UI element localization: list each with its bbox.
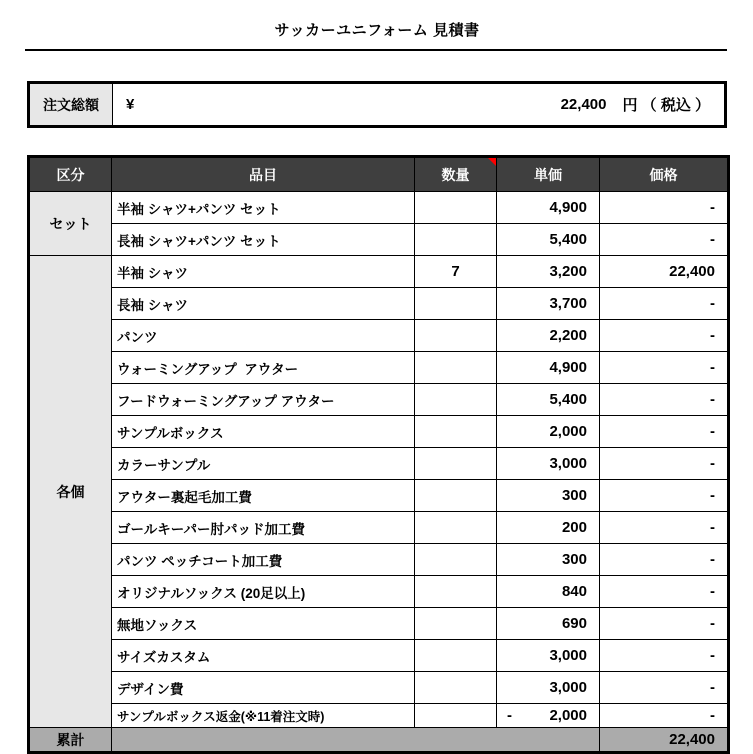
item-cell: パンツ ペッチコート加工費 — [112, 544, 415, 576]
item-cell: ウォーミングアップ アウター — [112, 352, 415, 384]
table-row — [29, 672, 729, 704]
order-total-suffix: 円 （ 税込 ） — [622, 97, 710, 114]
order-total-amount-group — [561, 94, 710, 115]
table-row — [29, 608, 729, 640]
quantity-cell — [415, 320, 497, 352]
quantity-cell — [415, 352, 497, 384]
item-cell: デザイン費 — [112, 672, 415, 704]
table-row — [29, 640, 729, 672]
col-header-unit-price: 単価 — [497, 157, 600, 192]
price-cell: - — [600, 224, 729, 256]
quantity-cell — [415, 704, 497, 728]
quantity-cell — [415, 640, 497, 672]
item-cell: 無地ソックス — [112, 608, 415, 640]
quantity-cell — [415, 544, 497, 576]
order-total-label: 注文総額 — [30, 84, 113, 125]
order-total-box — [27, 81, 727, 128]
unit-price-cell: 2,000 — [497, 416, 600, 448]
unit-price-cell: 300 — [497, 544, 600, 576]
unit-price-cell: 4,900 — [497, 352, 600, 384]
col-header-price: 価格 — [600, 157, 729, 192]
currency-symbol: ¥ — [126, 96, 135, 113]
comment-marker-icon[interactable] — [488, 158, 496, 166]
footer-total-cell: 22,400 — [600, 728, 729, 753]
unit-price-cell — [497, 704, 600, 728]
quantity-cell — [415, 384, 497, 416]
table-row — [29, 480, 729, 512]
price-cell: 22,400 — [600, 256, 729, 288]
item-cell: カラーサンプル — [112, 448, 415, 480]
quantity-cell — [415, 512, 497, 544]
price-cell: - — [600, 544, 729, 576]
price-cell: - — [600, 288, 729, 320]
quantity-cell — [415, 448, 497, 480]
unit-price-cell: 3,200 — [497, 256, 600, 288]
table-row — [29, 352, 729, 384]
item-cell: 長袖 シャツ — [112, 288, 415, 320]
table-footer-row — [29, 728, 729, 753]
unit-price-cell: 3,700 — [497, 288, 600, 320]
footer-label-cell: 累計 — [29, 728, 112, 753]
table-row — [29, 288, 729, 320]
order-total-amount: 22,400 — [560, 96, 607, 113]
table-row — [29, 576, 729, 608]
quantity-cell — [415, 192, 497, 224]
unit-price-cell: 300 — [497, 480, 600, 512]
price-cell: - — [600, 416, 729, 448]
price-cell: - — [600, 352, 729, 384]
unit-price-cell: 200 — [497, 512, 600, 544]
quantity-cell — [415, 416, 497, 448]
table-header-row — [29, 157, 729, 192]
price-cell: - — [600, 704, 729, 728]
quantity-cell — [415, 608, 497, 640]
unit-price-cell: 2,200 — [497, 320, 600, 352]
price-cell: - — [600, 320, 729, 352]
table-row — [29, 512, 729, 544]
quantity-cell: 7 — [415, 256, 497, 288]
footer-spacer-cell — [112, 728, 600, 753]
price-cell: - — [600, 192, 729, 224]
table-row — [29, 448, 729, 480]
item-cell: パンツ — [112, 320, 415, 352]
price-cell: - — [600, 672, 729, 704]
item-cell: ゴールキーパー肘パッド加工費 — [112, 512, 415, 544]
minus-sign: - — [507, 707, 512, 724]
group-cell-individual: 各個 — [29, 256, 112, 728]
item-cell: サンプルボックス — [112, 416, 415, 448]
unit-price-cell: 3,000 — [497, 448, 600, 480]
unit-price-cell: 5,400 — [497, 384, 600, 416]
col-header-quantity — [415, 157, 497, 192]
unit-price-value: 2,000 — [549, 707, 587, 724]
price-cell: - — [600, 608, 729, 640]
item-cell: フードウォーミングアップ アウター — [112, 384, 415, 416]
table-row — [29, 192, 729, 224]
quote-table — [27, 155, 730, 754]
quantity-cell — [415, 672, 497, 704]
price-cell: - — [600, 384, 729, 416]
table-row — [29, 384, 729, 416]
quote-table-body — [29, 192, 729, 728]
item-cell: 半袖 シャツ — [112, 256, 415, 288]
price-cell: - — [600, 512, 729, 544]
page-title: サッカーユニフォーム 見積書 — [274, 22, 480, 39]
table-row — [29, 320, 729, 352]
group-cell-set: セット — [29, 192, 112, 256]
order-total-value — [113, 84, 724, 125]
table-row — [29, 704, 729, 728]
table-row — [29, 544, 729, 576]
price-cell: - — [600, 576, 729, 608]
price-cell: - — [600, 480, 729, 512]
quantity-cell — [415, 480, 497, 512]
unit-price-cell: 3,000 — [497, 672, 600, 704]
table-row — [29, 224, 729, 256]
unit-price-cell: 5,400 — [497, 224, 600, 256]
item-cell: サンプルボックス返金(※11着注文時) — [112, 704, 415, 728]
table-row — [29, 416, 729, 448]
table-row — [29, 256, 729, 288]
col-header-quantity-label: 数量 — [441, 166, 470, 183]
unit-price-cell: 4,900 — [497, 192, 600, 224]
quantity-cell — [415, 576, 497, 608]
quantity-cell — [415, 224, 497, 256]
negative-price-wrap — [507, 707, 587, 724]
col-header-category: 区分 — [29, 157, 112, 192]
item-cell: サイズカスタム — [112, 640, 415, 672]
title-underline — [25, 49, 727, 51]
item-cell: 長袖 シャツ+パンツ セット — [112, 224, 415, 256]
unit-price-cell: 840 — [497, 576, 600, 608]
item-cell: オリジナルソックス (20足以上) — [112, 576, 415, 608]
item-cell: アウター裏起毛加工費 — [112, 480, 415, 512]
col-header-item: 品目 — [112, 157, 415, 192]
unit-price-cell: 690 — [497, 608, 600, 640]
quantity-cell — [415, 288, 497, 320]
item-cell: 半袖 シャツ+パンツ セット — [112, 192, 415, 224]
price-cell: - — [600, 640, 729, 672]
price-cell: - — [600, 448, 729, 480]
unit-price-cell: 3,000 — [497, 640, 600, 672]
